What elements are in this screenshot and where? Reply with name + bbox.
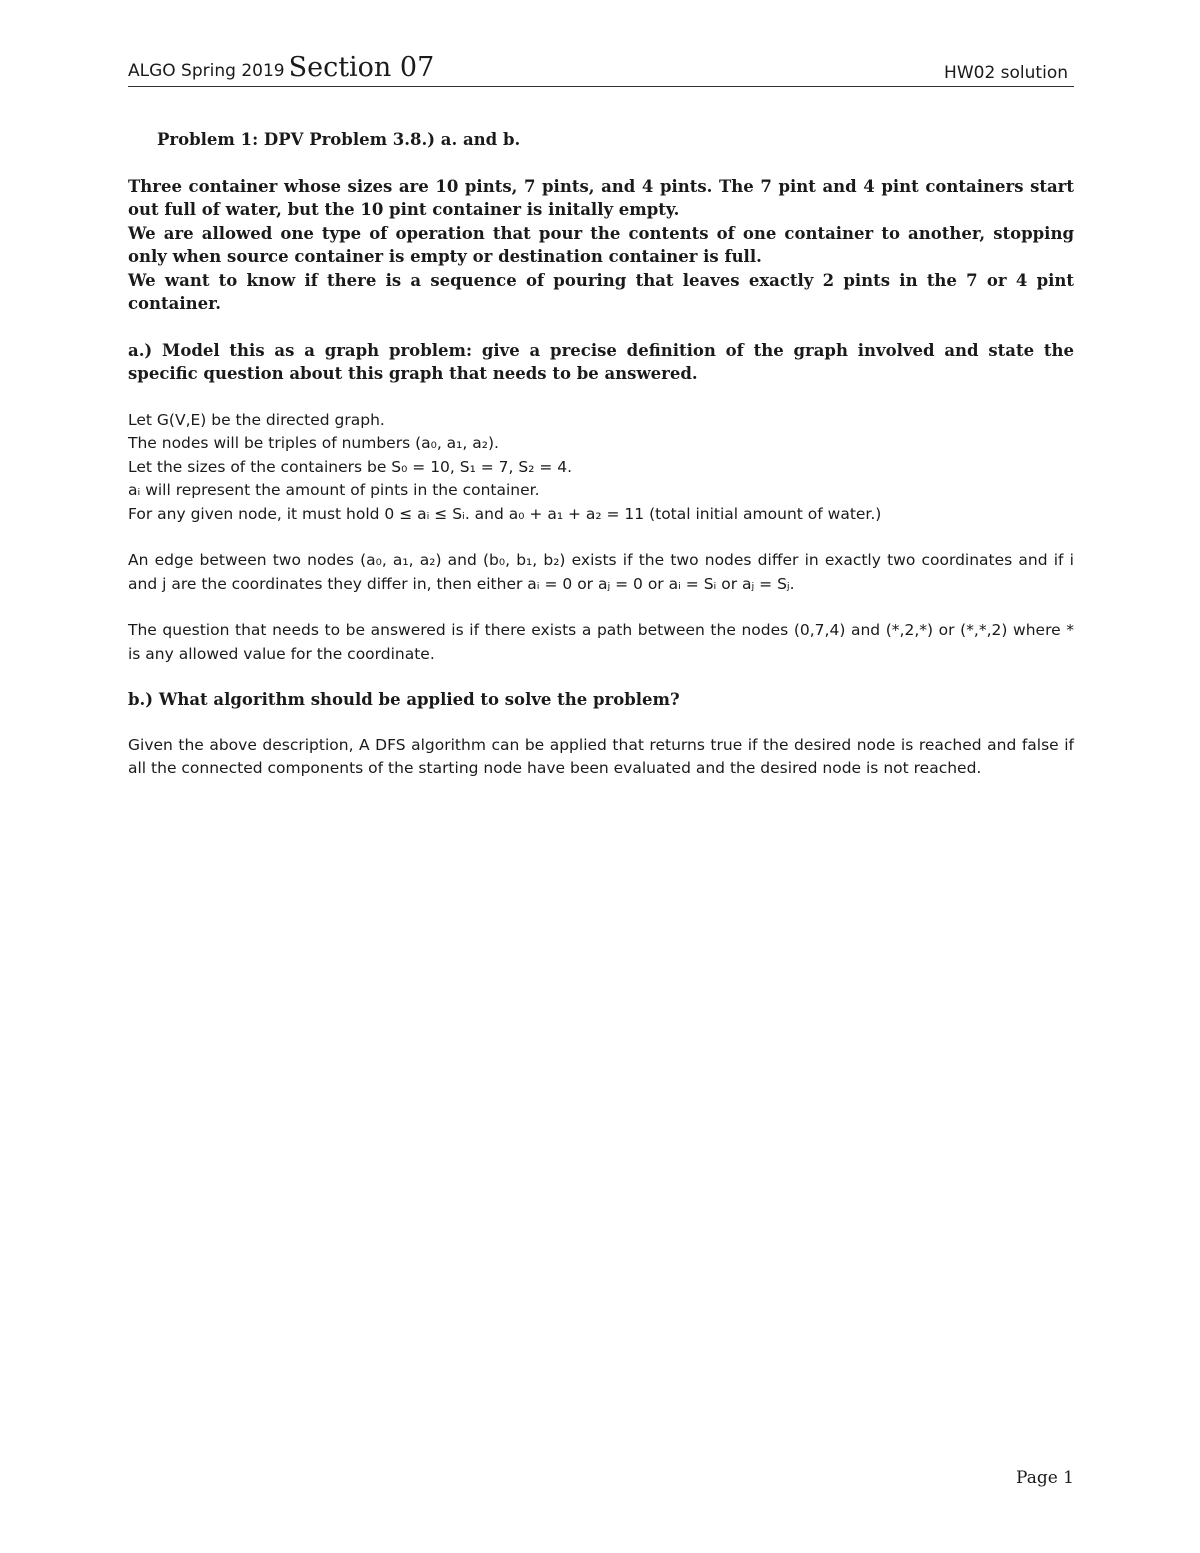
part-b-question: b.) What algorithm should be applied to solve the problem? — [128, 690, 680, 709]
problem-statement-2: We are allowed one type of operation that pour the contents of one container to another, stopping only when source container is empty or destination container is full. — [128, 223, 1074, 266]
document-body — [128, 128, 1074, 781]
part-a-line-1: Let G(V,E) be the directed graph. — [128, 410, 385, 429]
part-a-line-4: aᵢ will represent the amount of pints in the container. — [128, 481, 540, 499]
page-number: Page 1 — [1016, 1468, 1074, 1488]
page-header — [128, 52, 1074, 87]
question-answer: The question that needs to be answered is if there exists a path between the nodes (0,7,4) and (*,2,*) or (*,*,2) where * is any allowed value for the coordinate. — [128, 621, 1074, 663]
part-a-line-2: The nodes will be triples of numbers (a₀, a₁, a₂). — [128, 434, 499, 452]
part-a-line-5: For any given node, it must hold 0 ≤ aᵢ ≤ Sᵢ. and a₀ + a₁ + a₂ = 11 (total initial amount of water.) — [128, 504, 882, 523]
problem-statement-1: Three container whose sizes are 10 pints, 7 pints, and 4 pints. The 7 pint and 4 pint containers start out full of water, but the 10 pint container is initally empty. — [128, 176, 1074, 219]
part-a-line-3: Let the sizes of the containers be S₀ = 10, S₁ = 7, S₂ = 4. — [128, 457, 573, 476]
problem-statement-3: We want to know if there is a sequence of pouring that leaves exactly 2 pints in the 7 or 4 pint container. — [128, 270, 1074, 313]
edge-definition: An edge between two nodes (a₀, a₁, a₂) and (b₀, b₁, b₂) exists if the two nodes differ in exactly two coordinates and if i and j are the coordinates they differ in, then either aᵢ = 0 or aⱼ = 0 or aᵢ = Sᵢ or aⱼ = Sⱼ. — [128, 551, 1074, 593]
document-title: HW02 solution — [944, 63, 1068, 83]
part-b-answer: Given the above description, A DFS algorithm can be applied that returns true if the desired node is reached and false if all the connected components of the starting node have been evaluated and the desired node is not reached. — [128, 735, 1074, 777]
header-left — [128, 52, 434, 83]
problem-title: Problem 1: DPV Problem 3.8.) a. and b. — [157, 130, 521, 149]
course-name: ALGO Spring 2019 — [128, 61, 285, 81]
part-a-question: a.) Model this as a graph problem: give a precise definition of the graph involved and state the specific question about this graph that needs to be answered. — [128, 340, 1074, 383]
section-label: Section 07 — [288, 52, 435, 83]
